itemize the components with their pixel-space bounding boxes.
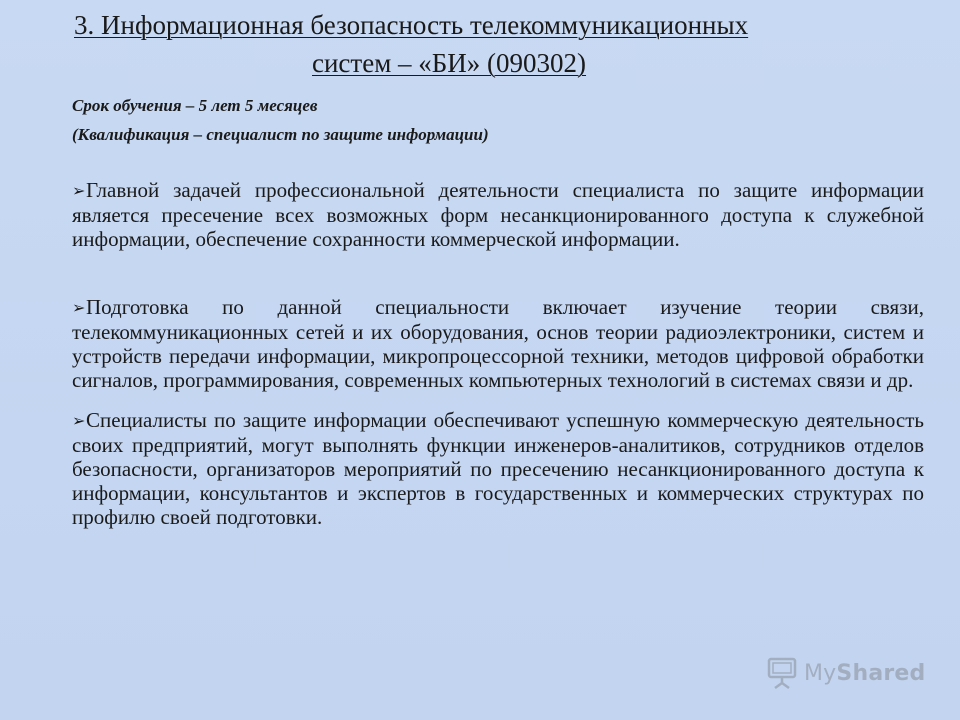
title-line-2: систем – «БИ» (090302) xyxy=(312,48,587,78)
title-line-1: 3. Информационная безопасность телекоммуникационных xyxy=(74,10,749,40)
paragraph-text-3: Специалисты по защите информации обеспечивают успешную коммерческую деятельность своих предприятий, могут выполнять функции инженеров-аналитиков, сотрудников отделов безопасности, организаторов мероприятий по пресечению несанкционированного доступа к информации, консультантов и экспертов в государственных и коммерческих структурах по профилю своей подготовки. xyxy=(72,408,924,529)
qualification: (Квалификация – специалист по защите информации) xyxy=(72,125,489,144)
bullet-paragraph-2 xyxy=(72,295,924,392)
arrow-bullet-icon: ➢ xyxy=(72,181,86,200)
presentation-board-icon xyxy=(766,656,798,690)
content xyxy=(72,178,924,529)
paragraph-text-2: Подготовка по данной специальности включает изучение теории связи, телекоммуникационных сетей и их оборудования, основ теории радиоэлектроники, систем и устройств передачи информации, микропроцессорной техники, методов цифровой обработки сигналов, программирования, современных компьютерных технологий в системах связи и др. xyxy=(72,295,924,392)
arrow-bullet-icon: ➢ xyxy=(72,298,86,317)
program-meta xyxy=(72,91,489,149)
bullet-paragraph-3 xyxy=(72,408,924,529)
slide-title xyxy=(70,6,890,82)
paragraph-text-1: Главной задачей профессиональной деятельности специалиста по защите информации является пресечение всех возможных форм несанкционированного доступа к служебной информации, обеспечение сохранности коммерческой информации. xyxy=(72,178,924,251)
study-duration: Срок обучения – 5 лет 5 месяцев xyxy=(72,96,318,115)
bullet-paragraph-1 xyxy=(72,178,924,251)
arrow-bullet-icon: ➢ xyxy=(72,411,86,430)
watermark-logo xyxy=(766,656,925,690)
watermark-text: MyShared xyxy=(804,660,926,686)
